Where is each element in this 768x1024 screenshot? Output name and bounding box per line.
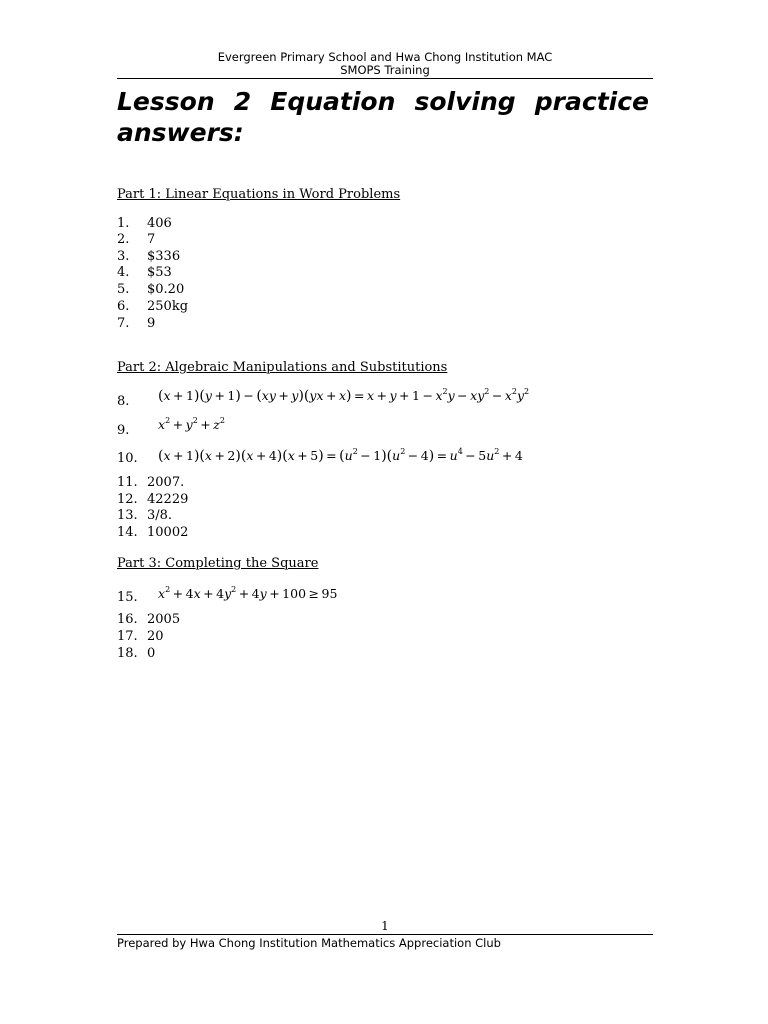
answer-number: 3. [117,249,130,264]
answer-number: 17. [117,629,138,644]
answer-value: 2007. [147,475,185,490]
header-line-1: Evergreen Primary School and Hwa Chong Institution MAC [217,50,553,64]
answer-item [117,492,188,508]
equation-10: $(x + 1)(x + 2)(x + 4)(x + 5) = (u^2 - 1)(u^2 - 4) = u^4 - 5u^2 + 4$ [158,447,523,464]
answer-number: 5. [117,282,130,297]
answer-item [117,525,188,541]
page-footer: Prepared by Hwa Chong Institution Mathematics Appreciation Club [117,936,501,950]
answer-number: 2. [117,232,130,247]
answer-item [117,394,147,410]
answer-item [117,423,147,439]
page-header [117,51,653,77]
answer-value: 42229 [147,492,189,507]
answer-item [117,629,164,645]
answer-value: 0 [147,646,156,661]
answer-item [117,451,147,467]
answer-item [117,249,180,265]
answer-value: 20 [147,629,164,644]
answer-item [117,590,147,606]
answer-item [117,299,188,315]
answer-number: 9. [117,423,130,438]
answer-item [117,265,172,281]
equation-15: $x^2 + 4x + 4y^2 + 4y + 100 \ge 95$ [158,585,338,601]
footer-rule [117,934,653,935]
equation-9: $x^2 + y^2 + z^2$ [158,416,225,432]
answer-value: $336 [147,249,181,264]
answer-number: 16. [117,612,138,627]
answer-number: 8. [117,394,130,409]
header-rule [117,78,653,79]
part-1-heading: Part 1: Linear Equations in Word Problems [117,187,401,202]
answer-number: 15. [117,590,138,605]
answer-item [117,475,184,491]
page-number: 1 [381,919,389,933]
lesson-title: Lesson 2 Equation solving practice answers: [117,87,649,147]
answer-item [117,232,155,248]
answer-number: 11. [117,475,138,490]
answer-item [117,612,180,628]
header-line-2: SMOPS Training [340,63,430,77]
answer-value: 3/8. [147,508,173,523]
document-page [117,0,653,1024]
answer-value: 406 [147,216,172,231]
answer-number: 10. [117,451,138,466]
part-2-heading: Part 2: Algebraic Manipulations and Substitutions [117,360,448,375]
answer-item [117,508,172,524]
answer-number: 12. [117,492,138,507]
answer-number: 18. [117,646,138,661]
answer-value: 9 [147,316,156,331]
answer-item [117,282,184,298]
answer-value: $53 [147,265,172,280]
answer-value: 10002 [147,525,189,540]
answer-number: 7. [117,316,130,331]
answer-number: 6. [117,299,130,314]
part-3-heading: Part 3: Completing the Square [117,556,319,571]
answer-number: 4. [117,265,130,280]
answer-item [117,646,155,662]
answer-item [117,316,155,332]
answer-value: 250kg [147,299,189,314]
equation-8: $(x + 1)(y + 1) - (xy + y)(yx + x) = x + y + 1 - x^2y - xy^2 - x^2y^2$ [158,387,530,404]
answer-value: $0.20 [147,282,185,297]
answer-item [117,216,172,232]
answer-number: 14. [117,525,138,540]
answer-value: 7 [147,232,156,247]
answer-number: 13. [117,508,138,523]
answer-number: 1. [117,216,130,231]
answer-value: 2005 [147,612,181,627]
